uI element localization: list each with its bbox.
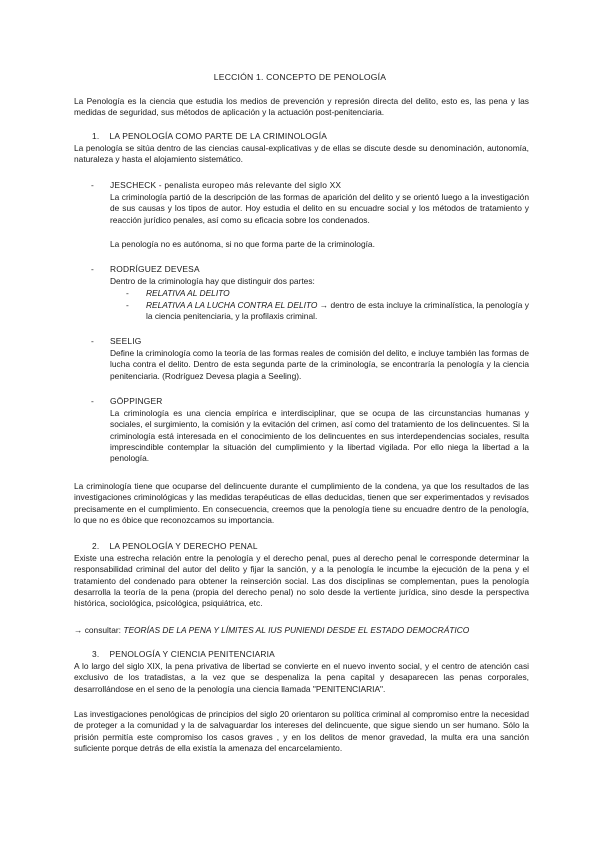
subitem-relativa-lucha — [146, 300, 529, 323]
bullet-marker: - — [91, 264, 94, 274]
bullet-extra-jescheck: La penología no es autónoma, si no que forma parte de la criminología. — [110, 239, 375, 249]
section-3-title: PENOLOGÍA Y CIENCIA PENITENCIARIA — [109, 649, 275, 659]
bullet-marker: - — [91, 336, 94, 346]
subitem-relativa-delito — [146, 288, 529, 299]
section-3-paragraph-2: Las investigaciones penológicas de principios del siglo 20 orientaron su política criminal al compromiso entre la necesidad de proteger a la comunidad y la de salvaguardar los intereses del delincuente, que sigue siendo un ser humano. Sólo la prisión permitía este compromiso los casos graves , y en los delitos de menor gravedad, la multa era una sanción suficiente porque detrás de ella existía la amenaza del encarcelamiento. — [74, 709, 529, 753]
consult-topic: TEORÍAS DE LA PENA Y LÍMITES AL IUS PUNIENDI DESDE EL ESTADO DEMOCRÁTICO — [123, 625, 470, 635]
bullet-text-jescheck: La criminología partió de la descripción de las formas de aparición del delito y se orientó luego a la investigación de sus causas y los tipos de autor. Hoy estudia el delito en su encuadre social y los métodos de tratamiento y reacción jurídico penales, así como su eficacia sobre los condenados. — [110, 192, 529, 225]
bullet-heading-seelig: SEELIG — [110, 336, 142, 346]
consult-prefix: → consultar: — [74, 625, 124, 635]
bullet-heading-goppinger: GÖPPINGER — [110, 396, 163, 406]
section-2-title: LA PENOLOGÍA Y DERECHO PENAL — [109, 541, 258, 551]
subitem-italic: RELATIVA AL DELITO — [146, 288, 230, 298]
section-1-number: 1. — [92, 131, 100, 141]
page-title: LECCIÓN 1. CONCEPTO DE PENOLOGÍA — [213, 72, 387, 82]
bullet-text-goppinger: La criminología es una ciencia empírica e interdisciplinar, que se ocupa de las circunstancias humanas y sociales, el surgimiento, la comisión y la evitación del crimen, así como del tratamiento de los delincuentes. Si la criminología está interesada en el conocimiento de los delincuentes en sus interdependencias sociales, resulta imprescindible contemplar la situación del cumplimiento y la libertad vigilada. Por ello niega la libertad a la penología. — [110, 408, 529, 464]
subitem-marker: - — [126, 288, 129, 298]
bullet-heading-jescheck: JESCHECK - penalista europeo más relevante del siglo XX — [110, 180, 342, 190]
subitem-rest: → dentro de esta incluye la criminalística, la penología y la ciencia penitenciaria, y la profilaxis criminal. — [146, 300, 529, 322]
bullet-marker: - — [91, 396, 94, 406]
intro-paragraph: La Penología es la ciencia que estudia los medios de prevención y represión directa del delito, esto es, las pena y las medidas de seguridad, sus métodos de aplicación y la actuación post-penitenciaria. — [74, 96, 529, 118]
section-3-number: 3. — [92, 649, 100, 659]
consult-reference — [74, 625, 529, 636]
section-1-title: LA PENOLOGÍA COMO PARTE DE LA CRIMINOLOGÍA — [109, 131, 328, 141]
bullet-text-seelig: Define la criminología como la teoría de las formas reales de comisión del delito, e incluye también las formas de lucha contra el delito. Dentro de esta segunda parte de la criminología, se encontraría la penología y la ciencia penitenciaria. (Rodríguez Devesa plagia a Seeling). — [110, 348, 529, 381]
bullet-text-rodriguez-devesa: Dentro de la criminología hay que distinguir dos partes: — [110, 276, 315, 286]
section-1-closing: La criminología tiene que ocuparse del delincuente durante el cumplimiento de la condena, ya que los resultados de las investigaciones criminológicas y las medidas terapéuticas de ellas deducidas, tienen que ser experimentados y revisados precisamente en el cumplimiento. En consecuencia, creemos que la penología tiene su encuadre dentro de la penología, lo que no es óbice que reconozcamos su importancia. — [74, 481, 529, 525]
section-3-heading — [92, 649, 275, 660]
section-1-heading — [92, 131, 327, 142]
section-2-number: 2. — [92, 541, 100, 551]
bullet-heading-rodriguez-devesa: RODRÍGUEZ DEVESA — [110, 264, 200, 274]
section-3-paragraph: A lo largo del siglo XIX, la pena privativa de libertad se convierte en el nuevo invento social, y el centro de atención casi exclusivo de los tratadistas, a la vez que se despenaliza la pena capital y desaparecen las penas corporales, desarrollándose en el seno de la penología una ciencia llamada "PENITENCIARIA". — [74, 661, 529, 694]
subitem-marker: - — [126, 300, 129, 310]
bullet-marker: - — [91, 180, 94, 190]
section-1-paragraph: La penología se sitúa dentro de las ciencias causal-explicativas y de ellas se discute desde su denominación, autonomía, naturaleza y hasta el alojamiento sistemático. — [74, 143, 529, 165]
section-2-heading — [92, 541, 258, 552]
subitem-italic: RELATIVA A LA LUCHA CONTRA EL DELITO — [146, 300, 318, 310]
section-2-paragraph: Existe una estrecha relación entre la penología y el derecho penal, pues al derecho penal le corresponde determinar la responsabilidad criminal del autor del delito y fijar la sanción, y a la penología le incumbe la ejecución de la pena y el tratamiento del condenado para obtener la reinserción social. Las dos disciplinas se complementan, pues la penología desarrolla la teoría de la pena (propia del derecho penal) no solo desde la vertiente jurídica, sino desde la perspectiva histórica, sociológica, psicológica, psiquiátrica, etc. — [74, 553, 529, 609]
